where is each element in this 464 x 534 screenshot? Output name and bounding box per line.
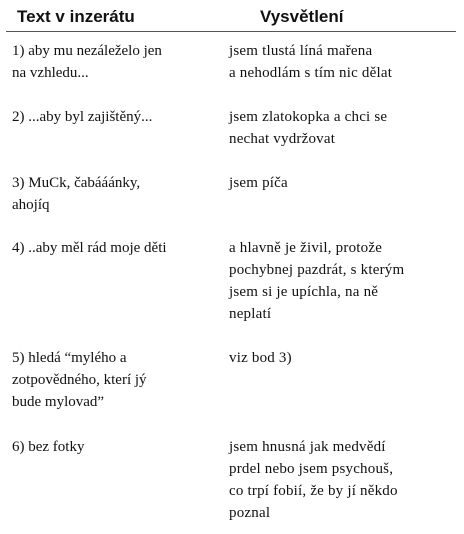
row-6-explanation: jsem hnusná jak medvědí prdel nebo jsem psychouš, co trpí fobií, že by jí někdo poznal	[229, 439, 398, 521]
header-divider	[6, 31, 456, 32]
row-1-explanation: jsem tlustá líná mařena a nehodlám s tím nic dělat	[229, 43, 393, 81]
row-4-ad-text: 4) ..aby měl rád moje děti	[12, 240, 167, 256]
row-1-ad-text: 1) aby mu nezáleželo jen na vzhledu...	[12, 43, 162, 81]
row-2-ad-text: 2) ...aby byl zajištěný...	[12, 109, 153, 125]
row-5-explanation: viz bod 3)	[229, 350, 292, 366]
row-6-ad-text: 6) bez fotky	[12, 439, 85, 455]
row-5-ad-text: 5) hledá “mylého a zotpovědného, kterí jý bude mylovad”	[12, 350, 147, 410]
row-4-explanation: a hlavně je živil, protože pochybnej pazdrát, s kterým jsem si je upíchla, na ně neplatí	[229, 240, 405, 322]
row-2-explanation: jsem zlatokopka a chci se nechat vydržovat	[229, 109, 388, 147]
row-3-ad-text: 3) MuCk, čabááánky, ahojíq	[12, 175, 141, 213]
column-header-explanation: Vysvětlení	[260, 7, 344, 26]
row-3-explanation: jsem píča	[229, 175, 288, 191]
column-header-ad-text: Text v inzerátu	[17, 7, 135, 26]
